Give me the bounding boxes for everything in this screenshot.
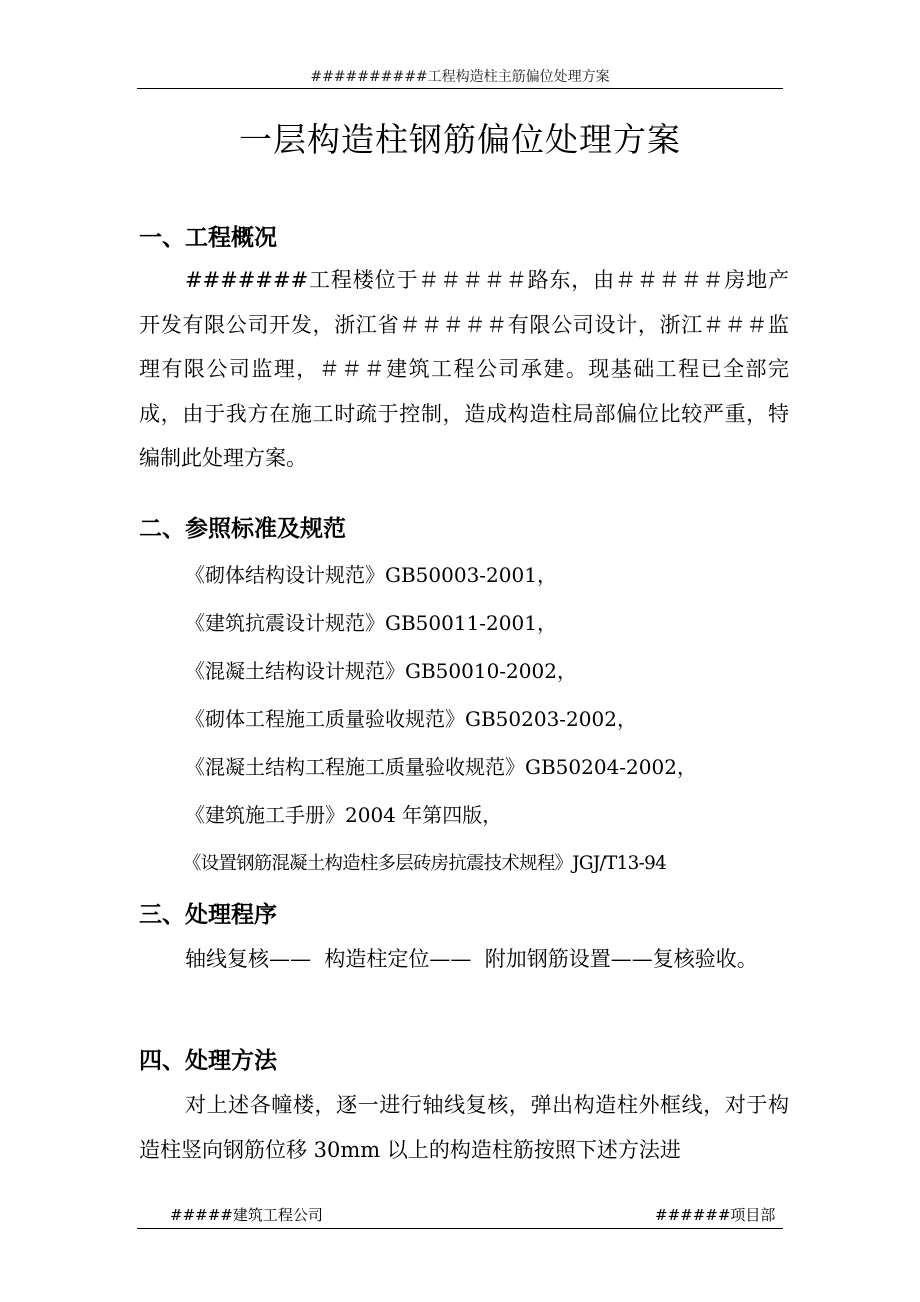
footer-company: #####建筑工程公司 (170, 1206, 323, 1224)
section-heading-standards: 二、参照标准及规范 (139, 515, 346, 542)
section-heading-overview: 一、工程概况 (139, 224, 277, 251)
reference-item: 《砌体结构设计规范》GB50003-2001， (185, 563, 557, 587)
reference-item: 《建筑施工手册》2004 年第四版， (185, 803, 503, 827)
reference-item: 《设置钢筋混凝土构造柱多层砖房抗震技术规程》JGJ/T13-94 (183, 853, 667, 874)
reference-item: 《砌体工程施工质量验收规范》GB50203-2002， (185, 707, 637, 731)
running-header: ##########工程构造柱主筋偏位处理方案 (310, 69, 610, 85)
overview-paragraph: #######工程楼位于＃＃＃＃＃路东，由＃＃＃＃＃房地产开发有限公司开发，浙江省＃＃＃＃＃有限公司设计，浙江＃＃＃监理有限公司监理，＃＃＃建筑工程公司承建。现基础工程已全部完成，由于我方在施工时疏于控制，造成构造柱局部偏位比较严重，特编制此处理方案。 (139, 268, 789, 470)
method-paragraph: 对上述各幢楼，逐一进行轴线复核，弹出构造柱外框线，对于构造柱竖向钢筋位移 30mm 以上的构造柱筋按照下述方法进 (139, 1093, 789, 1162)
footer-department: ######项目部 (655, 1206, 776, 1224)
procedure-steps: 轴线复核—— 构造柱定位—— 附加钢筋设置——复核验收。 (185, 947, 758, 971)
section-heading-method: 四、处理方法 (139, 1047, 277, 1074)
document-title: 一层构造柱钢筋偏位处理方案 (239, 120, 681, 159)
reference-item: 《混凝土结构设计规范》GB50010-2002， (185, 659, 577, 683)
header-divider (137, 88, 783, 89)
reference-item: 《建筑抗震设计规范》GB50011-2001， (185, 611, 557, 635)
reference-item: 《混凝土结构工程施工质量验收规范》GB50204-2002， (185, 755, 697, 779)
footer-divider (137, 1228, 783, 1229)
section-heading-procedure: 三、处理程序 (139, 901, 277, 928)
